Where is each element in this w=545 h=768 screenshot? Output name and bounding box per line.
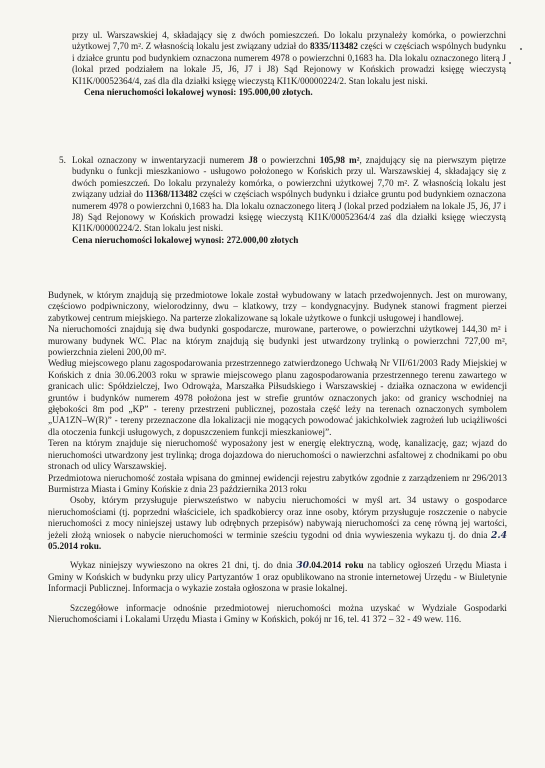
item-4-text	[72, 30, 506, 87]
item-5-text-a: Lokal oznaczony w inwentaryzacji numerem	[72, 155, 249, 165]
item-5-text-d: części w częściach wspólnych budynku i działce gruntu pod budynkiem oznaczona numerem 4978 o powierzchni 0,1683 ha. Dla lokalu oznaczonego literą J (lokal przed podziałem na lokale J5, J6, J7 i J8) Sąd Rejonowy w Końskich prowadzi księgę wieczystą KI1K/00052364/4 zaś dla działki księgę wieczystą KI1K/00000224/2. Stan lokalu jest niski.	[72, 189, 506, 234]
scan-speck	[520, 48, 522, 50]
item-5-text	[72, 155, 506, 235]
item-4-text-b: części w częściach wspólnych budynku i działce gruntu pod budynkiem oznaczona numerem 4978 o powierzchni 0,1683 ha. Dla lokalu oznaczonego literą J (lokal przed podziałem na lokale J5, J6, J7 i J8) Sąd Rejonowy w Końskich prowadzi księgę wieczystą KI1K/00052364/4, zaś dla dla działki księgę wieczystą KI1K/00000224/2. Stan lokalu jest niski.	[72, 41, 506, 86]
priority-text: Osoby, którym przysługuje pierwszeństwo w nabyciu nieruchomości w myśl art. 34 ustawy o gospodarce nieruchomościami (tj. poprzedni właściciele, ich spadkobiercy oraz inne osoby, którym przysługuje roszczenie o nabycie nieruchomości z mocy niniejszej ustawy lub odrębnych przepisów) nabywają nieruchomości za cenę równą jej wartości, jeżeli złożą wniosek o nabycie nieruchomości w terminie sześciu tygodni od dnia wywieszenia wykazu tj. do dnia	[48, 495, 507, 540]
paragraph-priority	[48, 495, 507, 552]
paragraph-outbuildings: Na nieruchomości znajdują się dwa budynki gospodarcze, murowane, parterowe, o powierzchni użytkowej 144,30 m² i murowany budynek WC. Plac na którym znajdują się budynki jest utwardzony trylinką o powierzchni 727,00 m², powierzchnia zieleni 200,00 m².	[48, 324, 507, 358]
item-4-text-a: przy ul. Warszawskiej 4, składający się z dwóch pomieszczeń. Do lokalu przynależy komórka, o powierzchni użytkowej 7,70 m². Z własnością lokalu jest związany udział do	[72, 30, 506, 52]
item-5-price: Cena nieruchomości lokalowej wynosi: 272.000,00 złotych	[72, 234, 299, 245]
posting-text-b: na tablicy ogłoszeń Urzędu Miasta i Gminy w Końskich w budynku przy ulicy Partyzantów 1 oraz opublikowano na stronie internetowej Urzędu - w Biuletynie Informacji Publicznej. Informacja o wykazie została ogłoszona w prasie lokalnej.	[48, 560, 507, 594]
scan-speck	[509, 62, 511, 64]
paragraph-posting	[48, 560, 507, 594]
posting-text-a: Wykaz niniejszy wywieszono na okres 21 dni, tj. do dnia	[70, 560, 297, 571]
item-5-area: 105,98 m²	[319, 155, 360, 165]
paragraph-zoning-plan: Według miejscowego planu zagospodarowania przestrzennego zatwierdzonego Uchwałą Nr VII/61/2003 Rady Miejskiej w Końskich z dnia 30.06.2003 roku w sprawie miejscowego planu zagospodarowania przestrzennego terenu zawartego w granicach ulic: Spółdzielczej, Iwo Odrowąża, Marszałka Piłsudskiego i Warszawskiej - działka oznaczona w ewidencji gruntów i budynków numerem 4978 położona jest w strefie gruntów oznaczonych jako: od granicy wschodniej na głębokości 8m pod „KP” - tereny przestrzeni publicznej, pozostała część leży na terenach oznaczonych symbolem „UA1ZN–W(R)” - tereny przeznaczone dla lokalizacji nie mogących powodować jakichkolwiek zagrożeń lub uciążliwości dla otoczenia funkcji usługowych, z dopuszczeniem funkcji mieszkaniowej”.	[48, 358, 507, 437]
posting-date: .04.2014 roku	[308, 560, 364, 571]
item-5-id: J8	[248, 155, 258, 165]
handwritten-day-priority: 2.4	[491, 529, 507, 541]
item-5-share: 11368/113482	[145, 189, 198, 200]
item-5	[72, 155, 506, 246]
item-4-price: Cena nieruchomości lokalowej wynosi: 195.000,00 złotych.	[84, 87, 313, 98]
paragraph-contact: Szczegółowe informacje odnośnie przedmiotowej nieruchomości można uzyskać w Wydziale Gospodarki Nieruchomościami i Lokalami Urzędu Miasta i Gminy w Końskich, pokój nr 16, tel. 41 372 – 32 - 49 wew. 116.	[48, 602, 507, 624]
item-5-text-c: , znajdujący się na pierwszym piętrze budynku o funkcji mieszkaniowo - usługowo położonego w Końskich przy ul. Warszawskiej 4, składający się z dwóch pomieszczeń. Do lokalu przynależy komórka, o powierzchni użytkowej 7,70 m². Z własnością lokalu jest związany udział do	[72, 155, 506, 200]
handwritten-day-posting: 30	[296, 560, 309, 572]
item-4-share: 8335/113482	[310, 41, 359, 52]
paragraph-heritage: Przedmiotowa nieruchomość została wpisana do gminnej ewidencji rejestru zabytków zgodnie z zarządzeniem nr 296/2013 Burmistrza Miasta i Gminy Końskie z dnia 23 października 2013 roku	[48, 472, 507, 494]
paragraph-utilities: Teren na którym znajduje się nieruchomość wyposażony jest w energię elektryczną, wodę, kanalizację, gaz; wjazd do nieruchomości utwardzony jest trylinką; droga dojazdowa do nieruchomości o nawierzchni asfaltowej z chodnikami po obu stronach od ulicy Warszawskiej.	[48, 438, 507, 472]
item-5-text-b: o powierzchni	[257, 155, 320, 165]
priority-deadline: 05.2014 roku.	[48, 540, 102, 551]
item-5-number: 5.	[59, 155, 66, 165]
item-4-continuation	[72, 30, 506, 98]
body-section	[48, 290, 507, 625]
paragraph-building: Budynek, w którym znajdują się przedmiotowe lokale został wybudowany w latach przedwojennych. Jest on murowany, częściowo podpiwniczony, wielorodzinny, dwu – klatkowy, trzy – kondygnacyjny. Budynek stanowi fragment pierzei zabytkowej centrum miejskiego. Na parterze zlokalizowane są lokale użytkowe o funkcji usługowej i handlowej.	[48, 290, 507, 323]
